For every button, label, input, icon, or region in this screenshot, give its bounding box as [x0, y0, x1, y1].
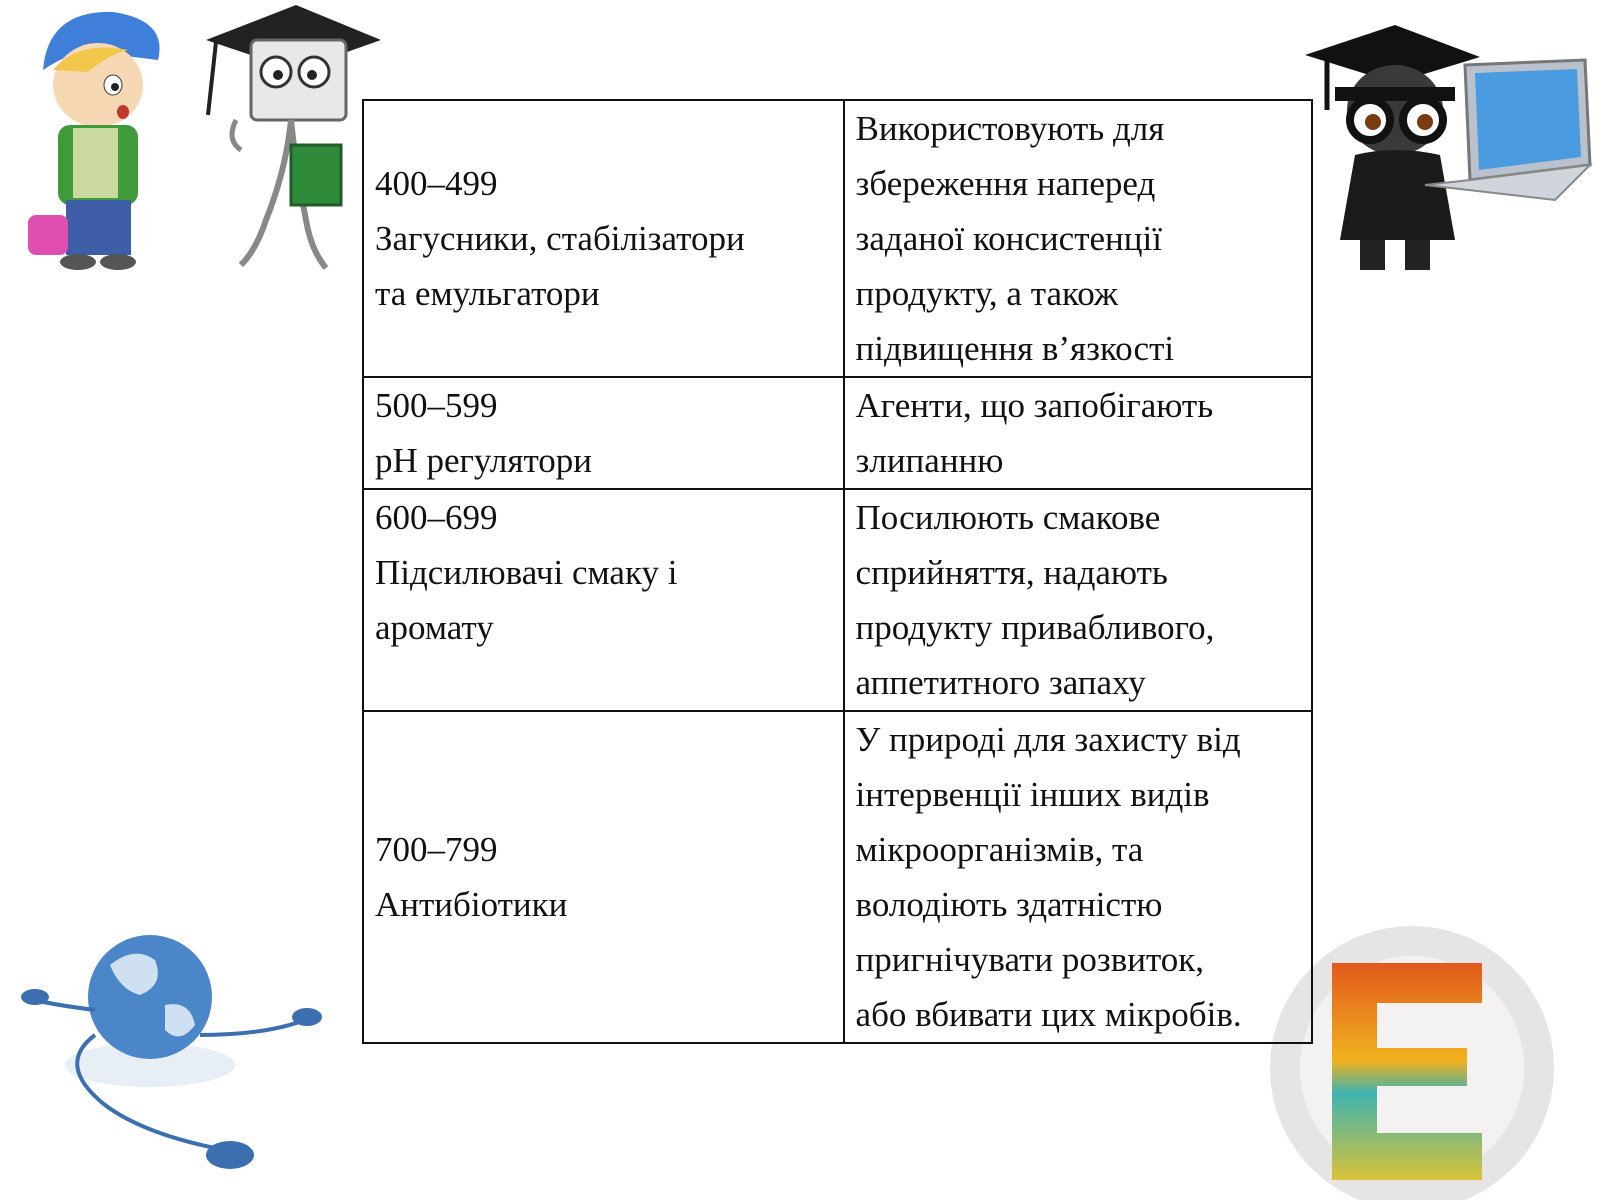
description-line: або вбивати цих мікробів.	[855, 995, 1242, 1034]
category-name: Антибіотики	[375, 885, 568, 924]
table-row	[363, 489, 1312, 711]
description-cell	[844, 489, 1312, 711]
category-name: pH регулятори	[375, 441, 593, 480]
description-cell	[844, 377, 1312, 489]
description-cell	[844, 711, 1312, 1043]
table-row	[363, 100, 1312, 377]
category-cell	[363, 100, 844, 377]
table-row	[363, 711, 1312, 1043]
description-line: мікроорганізмів, та	[855, 830, 1144, 869]
description-line: підвищення в’язкості	[855, 329, 1175, 368]
category-name: аромату	[375, 608, 494, 647]
description-line: збереження наперед	[855, 164, 1156, 203]
description-line: володіють здатністю	[855, 885, 1163, 924]
description-line: сприйняття, надають	[855, 553, 1168, 592]
description-line: продукту, а також	[855, 274, 1119, 313]
category-cell	[363, 711, 844, 1043]
graduate-laptop-image	[1305, 25, 1595, 285]
description-line: продукту привабливого,	[855, 608, 1215, 647]
description-cell	[844, 100, 1312, 377]
code-range: 700–799	[375, 830, 498, 869]
category-cell	[363, 489, 844, 711]
category-cell	[363, 377, 844, 489]
description-line: злипанню	[855, 441, 1004, 480]
food-additives-table	[362, 99, 1313, 1044]
globe-network-image	[15, 915, 345, 1195]
table-row	[363, 377, 1312, 489]
code-range: 500–599	[375, 386, 498, 425]
code-range: 600–699	[375, 498, 498, 537]
cartoon-boy-image	[18, 0, 178, 280]
code-range: 400–499	[375, 164, 498, 203]
description-line: Агенти, що запобігають	[855, 386, 1214, 425]
description-line: Посилюють смакове	[855, 498, 1161, 537]
description-line: заданої консистенції	[855, 219, 1162, 258]
category-name: та емульгатори	[375, 274, 600, 313]
description-line: Використовують для	[855, 109, 1165, 148]
description-line: аппетитного запаху	[855, 663, 1146, 702]
description-line: пригнічувати розвиток,	[855, 940, 1205, 979]
category-name: Підсилювачі смаку і	[375, 553, 678, 592]
description-line: У природі для захисту від	[855, 720, 1241, 759]
description-line: інтервенції інших видів	[855, 775, 1210, 814]
computer-professor-image	[196, 0, 386, 285]
category-name: Загусники, стабілізатори	[375, 219, 745, 258]
